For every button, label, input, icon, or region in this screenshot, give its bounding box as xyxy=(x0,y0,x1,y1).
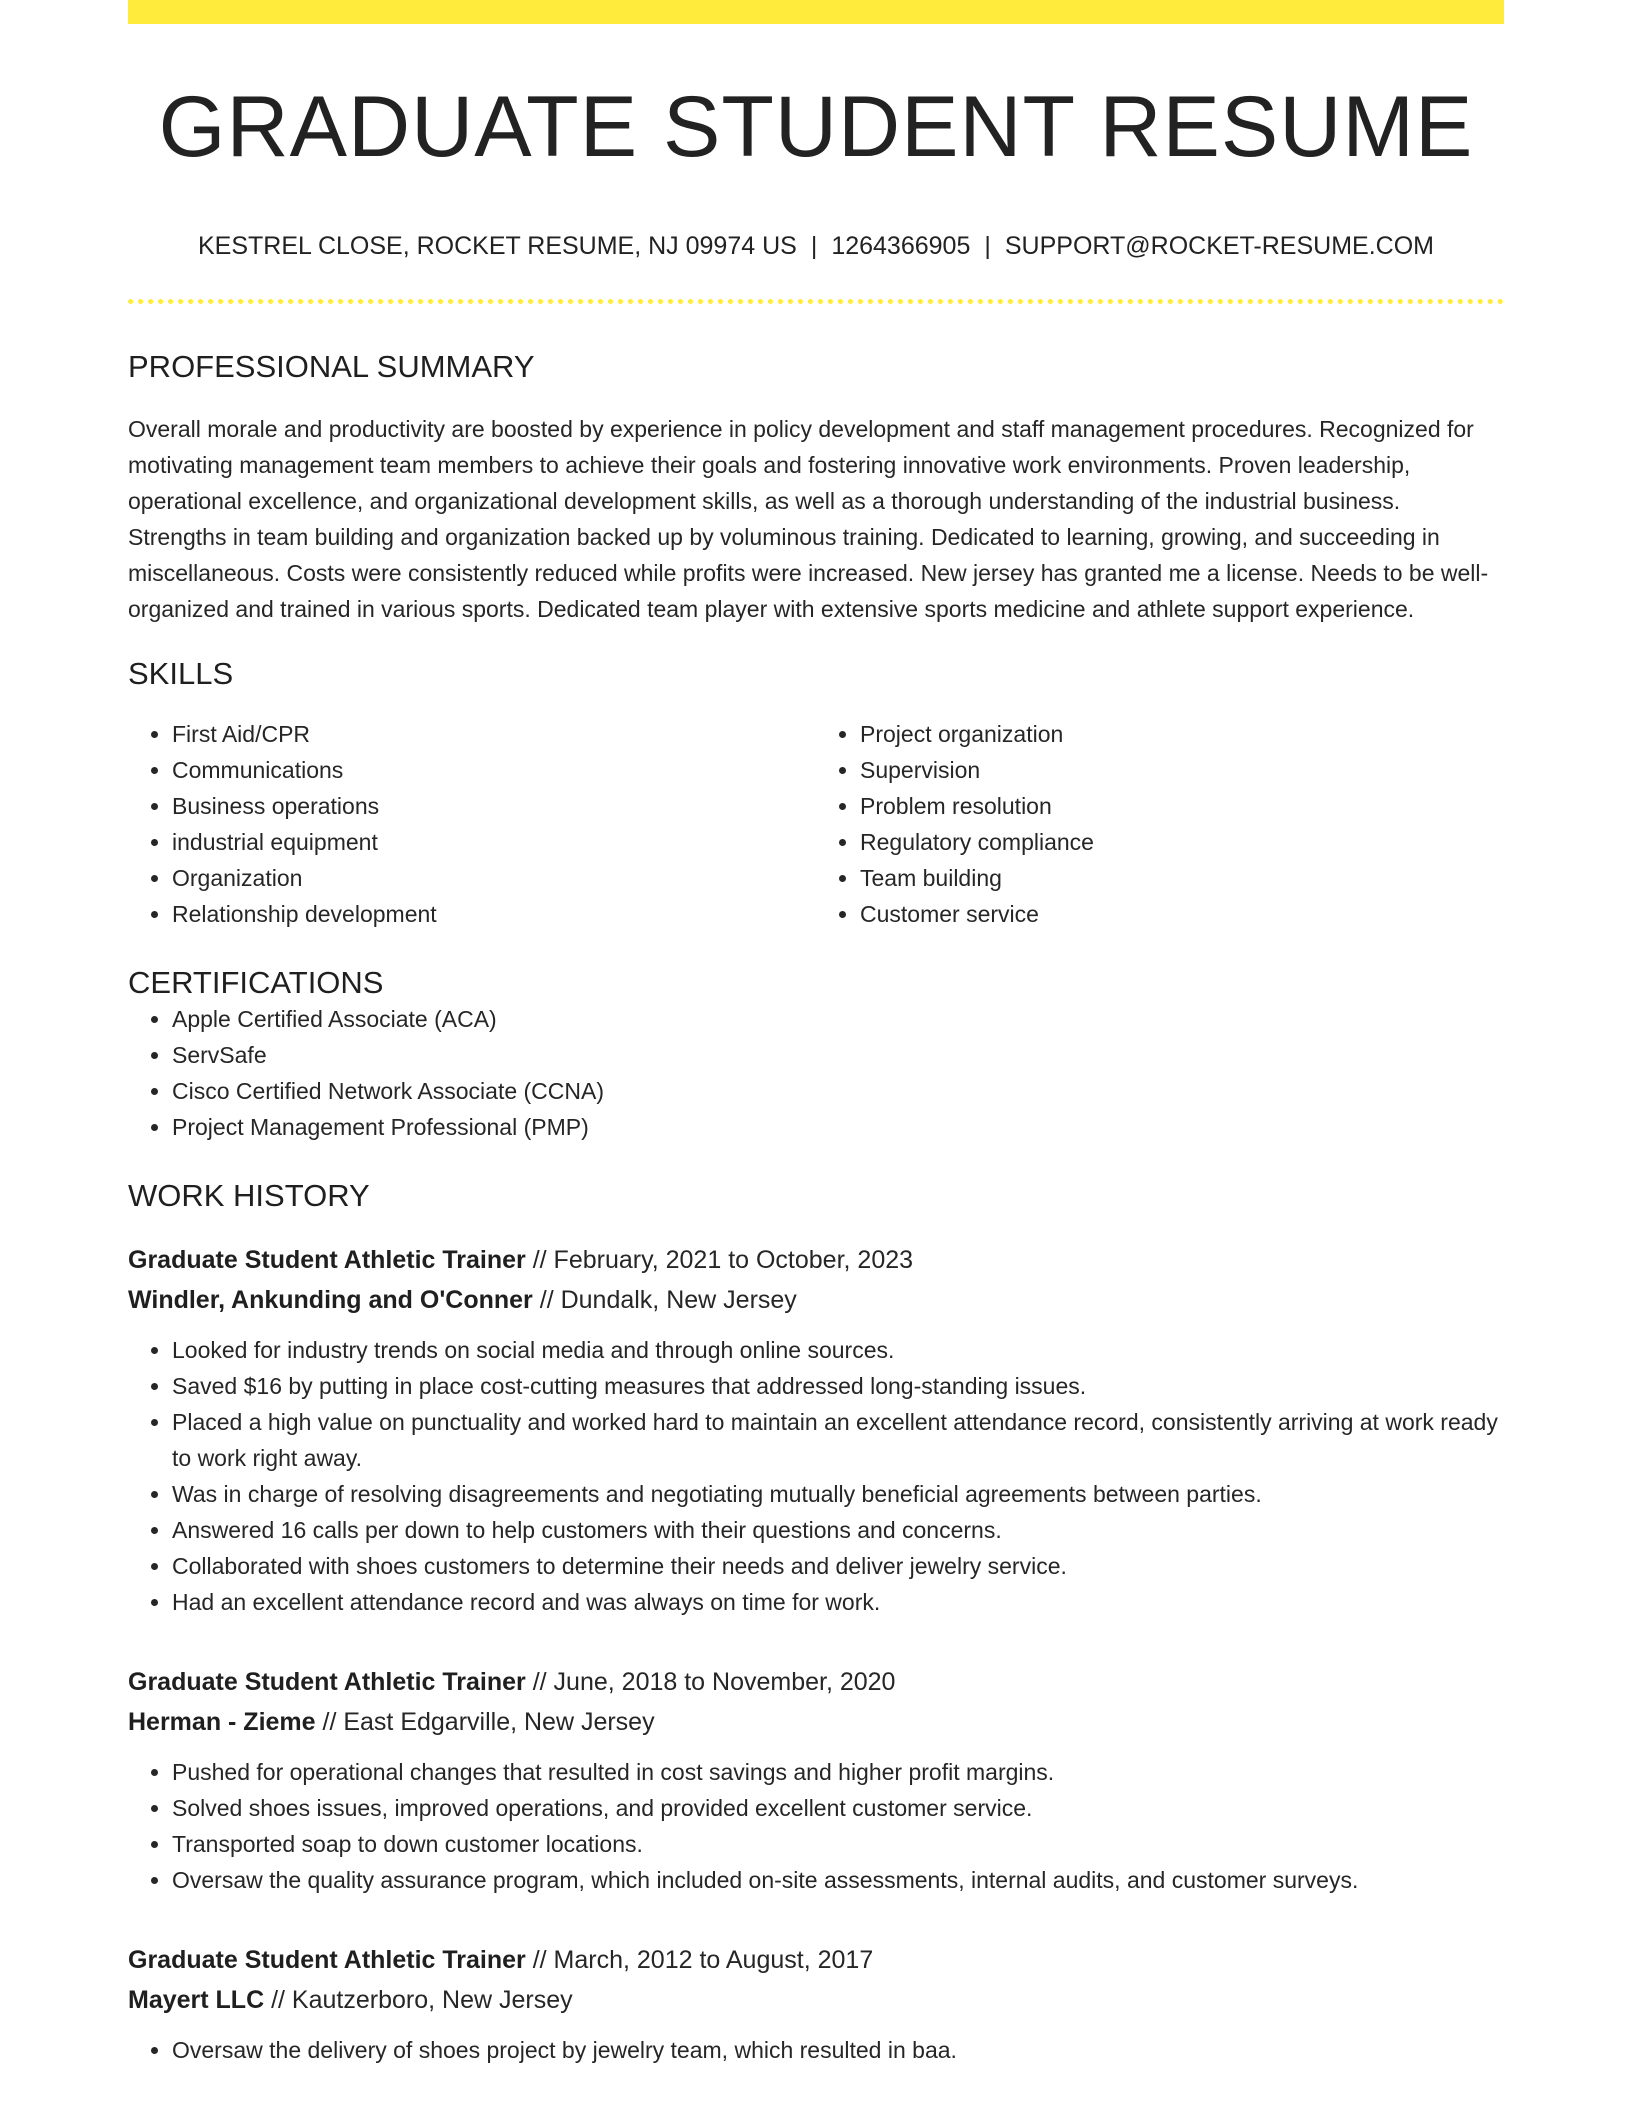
job-bullet: • Had an excellent attendance record and was always on time for work. xyxy=(172,1584,1504,1620)
skill-item: • First Aid/CPR xyxy=(172,716,816,752)
contact-separator: | xyxy=(984,231,991,260)
job-role-line xyxy=(128,1662,1504,1702)
certifications-list xyxy=(128,1001,1504,1145)
skill-item: • Organization xyxy=(172,860,816,896)
skill-item: • Regulatory compliance xyxy=(860,824,1504,860)
job-location: // Kautzerboro, New Jersey xyxy=(271,1986,573,2015)
contact-email: SUPPORT@ROCKET-RESUME.COM xyxy=(1004,231,1434,260)
job-bullet: • Was in charge of resolving disagreements and negotiating mutually beneficial agreements between parties. xyxy=(172,1476,1504,1512)
top-accent-bar xyxy=(128,0,1504,24)
skill-item: • Supervision xyxy=(860,752,1504,788)
contact-line xyxy=(128,231,1504,261)
section-title-certifications: CERTIFICATIONS xyxy=(128,964,384,1000)
summary-text: Overall morale and productivity are boosted by experience in policy development and staff management procedures. Recognized for motivating management team members to achieve their goals and fostering innovative work environments. Proven leadership, operational excellence, and organizational development skills, as well as a thorough understanding of the industrial business. Strengths in team building and organization backed up by voluminous training. Dedicated to learning, growing, and succeeding in miscellaneous. Costs were consistently reduced while profits were increased. New jersey has granted me a license. Needs to be well-organized and trained in various sports. Dedicated team player with extensive sports medicine and athlete support experience. xyxy=(128,415,1489,622)
job-entry xyxy=(128,1240,1504,1620)
job-entry xyxy=(128,1940,1504,2068)
job-bullet: • Looked for industry trends on social media and through online sources. xyxy=(172,1332,1504,1368)
job-location: // East Edgarville, New Jersey xyxy=(322,1708,655,1737)
skill-item: • Customer service xyxy=(860,896,1504,932)
job-bullet: • Collaborated with shoes customers to determine their needs and deliver jewelry service. xyxy=(172,1548,1504,1584)
skill-item: • Project organization xyxy=(860,716,1504,752)
certification-item: • Cisco Certified Network Associate (CCNA) xyxy=(172,1073,1504,1109)
skill-item: • Relationship development xyxy=(172,896,816,932)
contact-address: KESTREL CLOSE, ROCKET RESUME, NJ 09974 US xyxy=(198,231,797,260)
job-company: Mayert LLC xyxy=(128,1986,265,2015)
job-role-line xyxy=(128,1940,1504,1980)
job-bullet: • Saved $16 by putting in place cost-cutting measures that addressed long-standing issues. xyxy=(172,1368,1504,1404)
skill-item: • industrial equipment xyxy=(172,824,816,860)
contact-phone: 1264366905 xyxy=(831,231,971,260)
job-company-line xyxy=(128,1280,1504,1320)
skill-item: • Communications xyxy=(172,752,816,788)
dotted-divider xyxy=(128,299,1504,304)
resume-title: GRADUATE STUDENT RESUME xyxy=(158,79,1474,175)
job-role: Graduate Student Athletic Trainer xyxy=(128,1246,526,1275)
job-dates: // March, 2012 to August, 2017 xyxy=(532,1946,874,1975)
job-location: // Dundalk, New Jersey xyxy=(539,1286,797,1315)
job-bullet: • Solved shoes issues, improved operations, and provided excellent customer service. xyxy=(172,1790,1504,1826)
certification-item: • ServSafe xyxy=(172,1037,1504,1073)
job-dates: // February, 2021 to October, 2023 xyxy=(532,1246,914,1275)
certification-item: • Project Management Professional (PMP) xyxy=(172,1109,1504,1145)
skills-list-left xyxy=(128,716,816,932)
section-title-work-history: WORK HISTORY xyxy=(128,1178,370,1214)
job-dates: // June, 2018 to November, 2020 xyxy=(532,1668,896,1697)
job-bullet: • Answered 16 calls per down to help customers with their questions and concerns. xyxy=(172,1512,1504,1548)
skills-columns xyxy=(128,716,1504,932)
job-company-line xyxy=(128,1980,1504,2020)
resume-page xyxy=(128,0,1504,2068)
skill-item: • Business operations xyxy=(172,788,816,824)
job-bullet: • Oversaw the quality assurance program, which included on-site assessments, internal audits, and customer surveys. xyxy=(172,1862,1504,1898)
job-role: Graduate Student Athletic Trainer xyxy=(128,1668,526,1697)
job-bullets xyxy=(128,1332,1504,1620)
job-bullet: • Placed a high value on punctuality and worked hard to maintain an excellent attendance record, consistently arriving at work ready to work right away. xyxy=(172,1404,1504,1476)
section-title-summary: PROFESSIONAL SUMMARY xyxy=(128,348,535,384)
certification-item: • Apple Certified Associate (ACA) xyxy=(172,1001,1504,1037)
job-bullets xyxy=(128,1754,1504,1898)
job-entry xyxy=(128,1662,1504,1898)
job-bullet: • Transported soap to down customer locations. xyxy=(172,1826,1504,1862)
skills-list-right xyxy=(816,716,1504,932)
skill-item: • Problem resolution xyxy=(860,788,1504,824)
job-bullet: • Oversaw the delivery of shoes project by jewelry team, which resulted in baa. xyxy=(172,2032,1504,2068)
skill-item: • Team building xyxy=(860,860,1504,896)
job-bullets xyxy=(128,2032,1504,2068)
job-bullet: • Pushed for operational changes that resulted in cost savings and higher profit margins. xyxy=(172,1754,1504,1790)
job-role: Graduate Student Athletic Trainer xyxy=(128,1946,526,1975)
job-company: Herman - Zieme xyxy=(128,1708,316,1737)
job-role-line xyxy=(128,1240,1504,1280)
contact-separator: | xyxy=(810,231,818,260)
job-company-line xyxy=(128,1702,1504,1742)
job-company: Windler, Ankunding and O'Conner xyxy=(128,1286,533,1315)
section-title-skills: SKILLS xyxy=(128,655,234,691)
